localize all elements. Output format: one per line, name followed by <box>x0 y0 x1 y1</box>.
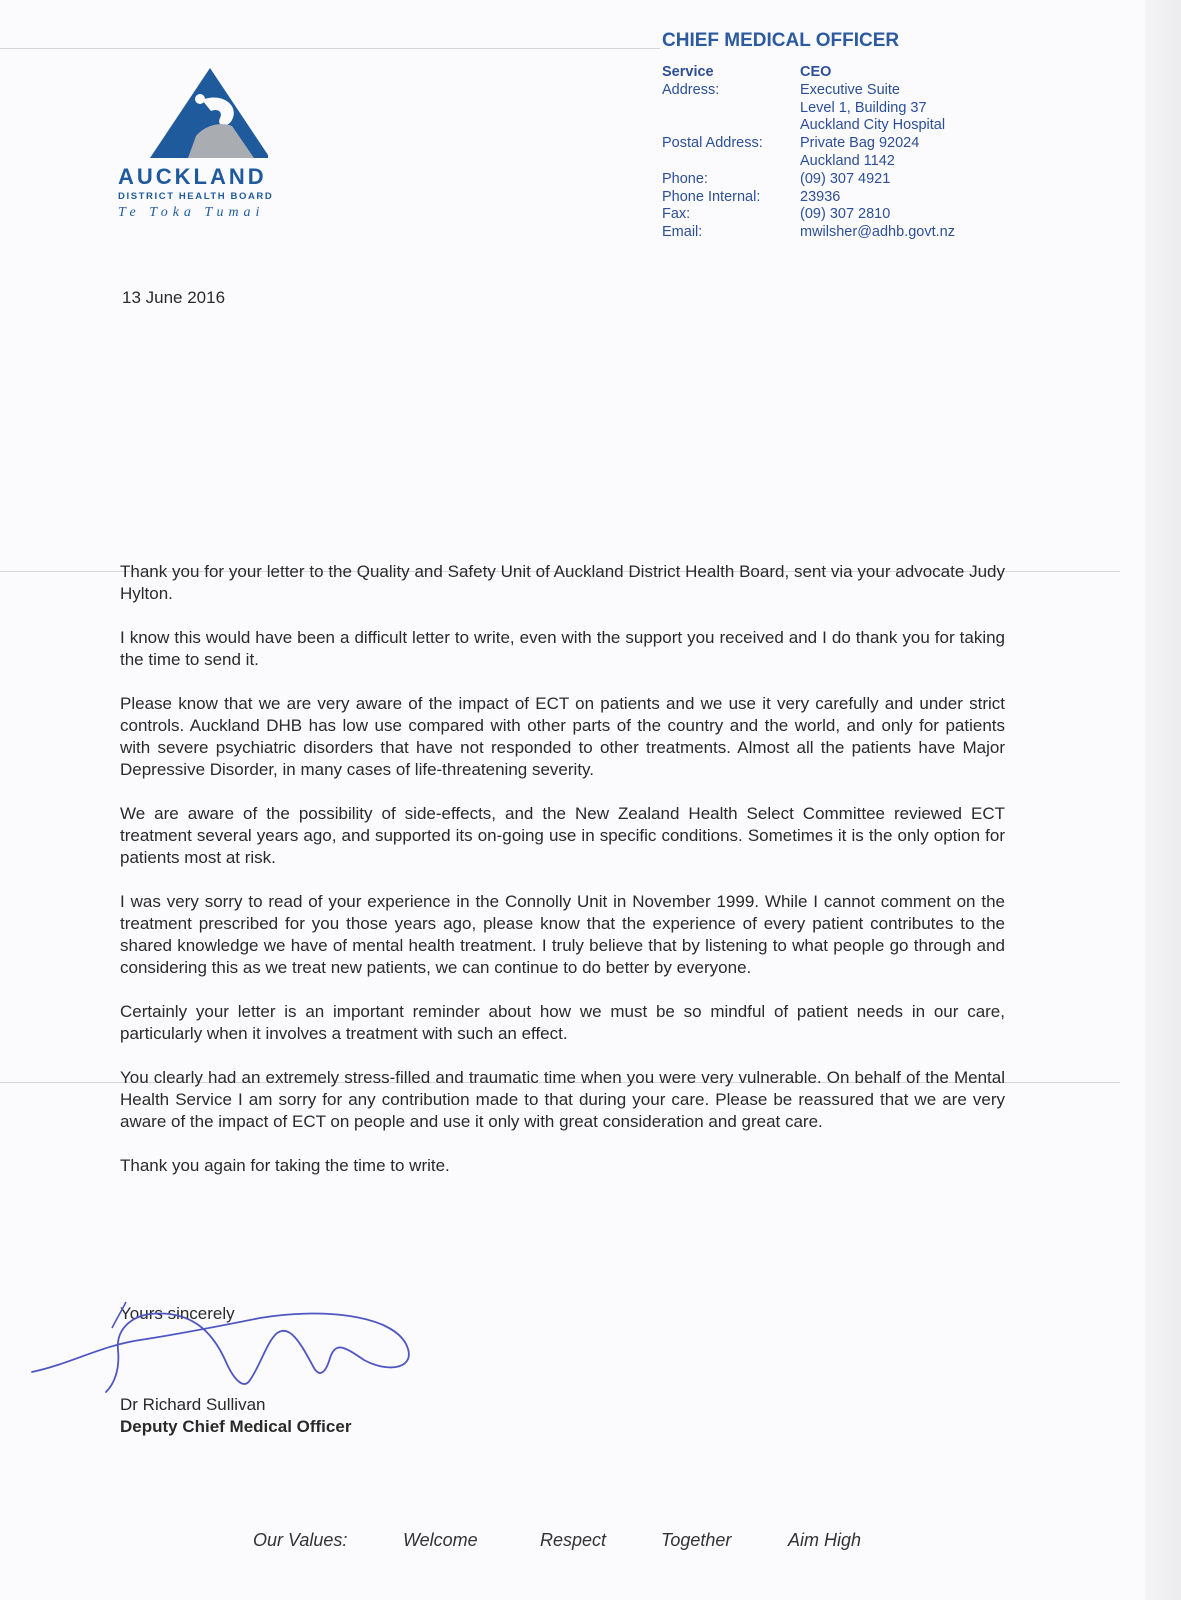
letter-paragraph: I was very sorry to read of your experience in the Connolly Unit in November 1999. While I cannot comment on the treatment prescribed for you those years ago, please know that the experience of every patient contributes to the shared knowledge we have of mental health treatment. I truly believe that by listening to what people go through and considering this as we treat new patients, we can continue to do better by everyone. <box>120 892 1005 977</box>
organization-subname: DISTRICT HEALTH BOARD <box>118 191 274 202</box>
fold-line-top <box>0 48 660 49</box>
organization-name: AUCKLAND <box>118 164 267 189</box>
contact-value: CEO <box>800 64 832 80</box>
contact-row-fax <box>662 206 955 224</box>
letter-body <box>120 561 1005 1199</box>
contact-value: Auckland City Hospital <box>800 117 946 134</box>
contact-row-address-2 <box>662 100 955 118</box>
contact-row-phone-internal <box>662 189 955 207</box>
contact-row-postal-2 <box>662 153 955 171</box>
values-label: Our Values: <box>253 1530 348 1550</box>
contact-label <box>662 153 800 171</box>
letter-paragraph: I know this would have been a difficult letter to write, even with the support you received and I do thank you for taking the time to send it. <box>120 628 1005 669</box>
value-item: Together <box>661 1530 732 1550</box>
letter-paragraph: Certainly your letter is an important reminder about how we must be so mindful of patient needs in our care, particularly when it involves a treatment with such an effect. <box>120 1002 1005 1043</box>
contact-label: Postal Address: <box>662 135 763 152</box>
value-item: Welcome <box>403 1530 478 1550</box>
letter-paragraph: Thank you for your letter to the Quality and Safety Unit of Auckland District Health Board, sent via your advocate Judy Hylton. <box>120 562 1005 603</box>
letter-paragraph: Please know that we are very aware of the impact of ECT on patients and we use it very carefully and under strict controls. Auckland DHB has low use compared with other parts of the country and the world, and only for patients with severe psychiatric disorders that have not responded to other treatments. Almost all the patients have Major Depressive Disorder, in many cases of life-threatening severity. <box>120 694 1005 779</box>
contact-value: Private Bag 92024 <box>800 135 920 152</box>
signer-name: Dr Richard Sullivan <box>120 1395 266 1414</box>
contact-value: 23936 <box>800 188 841 205</box>
contact-label: Fax: <box>662 206 691 223</box>
letter-paragraph: You clearly had an extremely stress-filled and traumatic time when you were very vulnerable. On behalf of the Mental Health Service I am sorry for any contribution made to that during your care. Please be reassured that we are very aware of the impact of ECT on people and use it only with great consideration and great care. <box>120 1068 1005 1131</box>
contact-value: (09) 307 2810 <box>800 206 891 223</box>
contact-label <box>662 117 800 135</box>
contact-label: Phone: <box>662 170 708 187</box>
contact-value: Executive Suite <box>800 81 900 98</box>
contact-row-address-3 <box>662 117 955 135</box>
page-edge <box>1145 0 1181 1600</box>
contact-email: mwilsher@adhb.govt.nz <box>800 224 955 241</box>
organization-logo <box>118 66 308 221</box>
contact-row-service <box>662 64 955 82</box>
contact-label <box>662 100 800 118</box>
contact-value: (09) 307 4921 <box>800 170 891 187</box>
letter-paragraph: Thank you again for taking the time to write. <box>120 1156 450 1175</box>
adhb-logo-icon <box>148 66 268 158</box>
contact-label: Email: <box>662 224 703 241</box>
contact-block <box>662 64 955 242</box>
letter-closing: Yours sincerely <box>120 1304 235 1323</box>
letter-date: 13 June 2016 <box>122 288 226 307</box>
signer-title: Deputy Chief Medical Officer <box>120 1417 352 1436</box>
contact-row-email <box>662 224 955 242</box>
letter-paragraph: We are aware of the possibility of side-effects, and the New Zealand Health Select Committee reviewed ECT treatment several years ago, and supported its on-going use in specific conditions. Sometimes it is the only option for patients most at risk. <box>120 804 1005 867</box>
contact-label: Address: <box>662 81 720 98</box>
value-item: Respect <box>540 1530 607 1550</box>
contact-row-address <box>662 82 955 100</box>
signer-block <box>120 1394 351 1438</box>
value-item: Aim High <box>788 1530 862 1550</box>
office-title: CHIEF MEDICAL OFFICER <box>662 30 900 51</box>
contact-value: Auckland 1142 <box>800 152 895 169</box>
contact-label: Service <box>662 64 714 80</box>
contact-row-postal <box>662 135 955 153</box>
contact-label: Phone Internal: <box>662 188 761 205</box>
contact-value: Level 1, Building 37 <box>800 99 927 116</box>
organization-maori-name: Te Toka Tumai <box>118 205 265 220</box>
contact-row-phone <box>662 171 955 189</box>
